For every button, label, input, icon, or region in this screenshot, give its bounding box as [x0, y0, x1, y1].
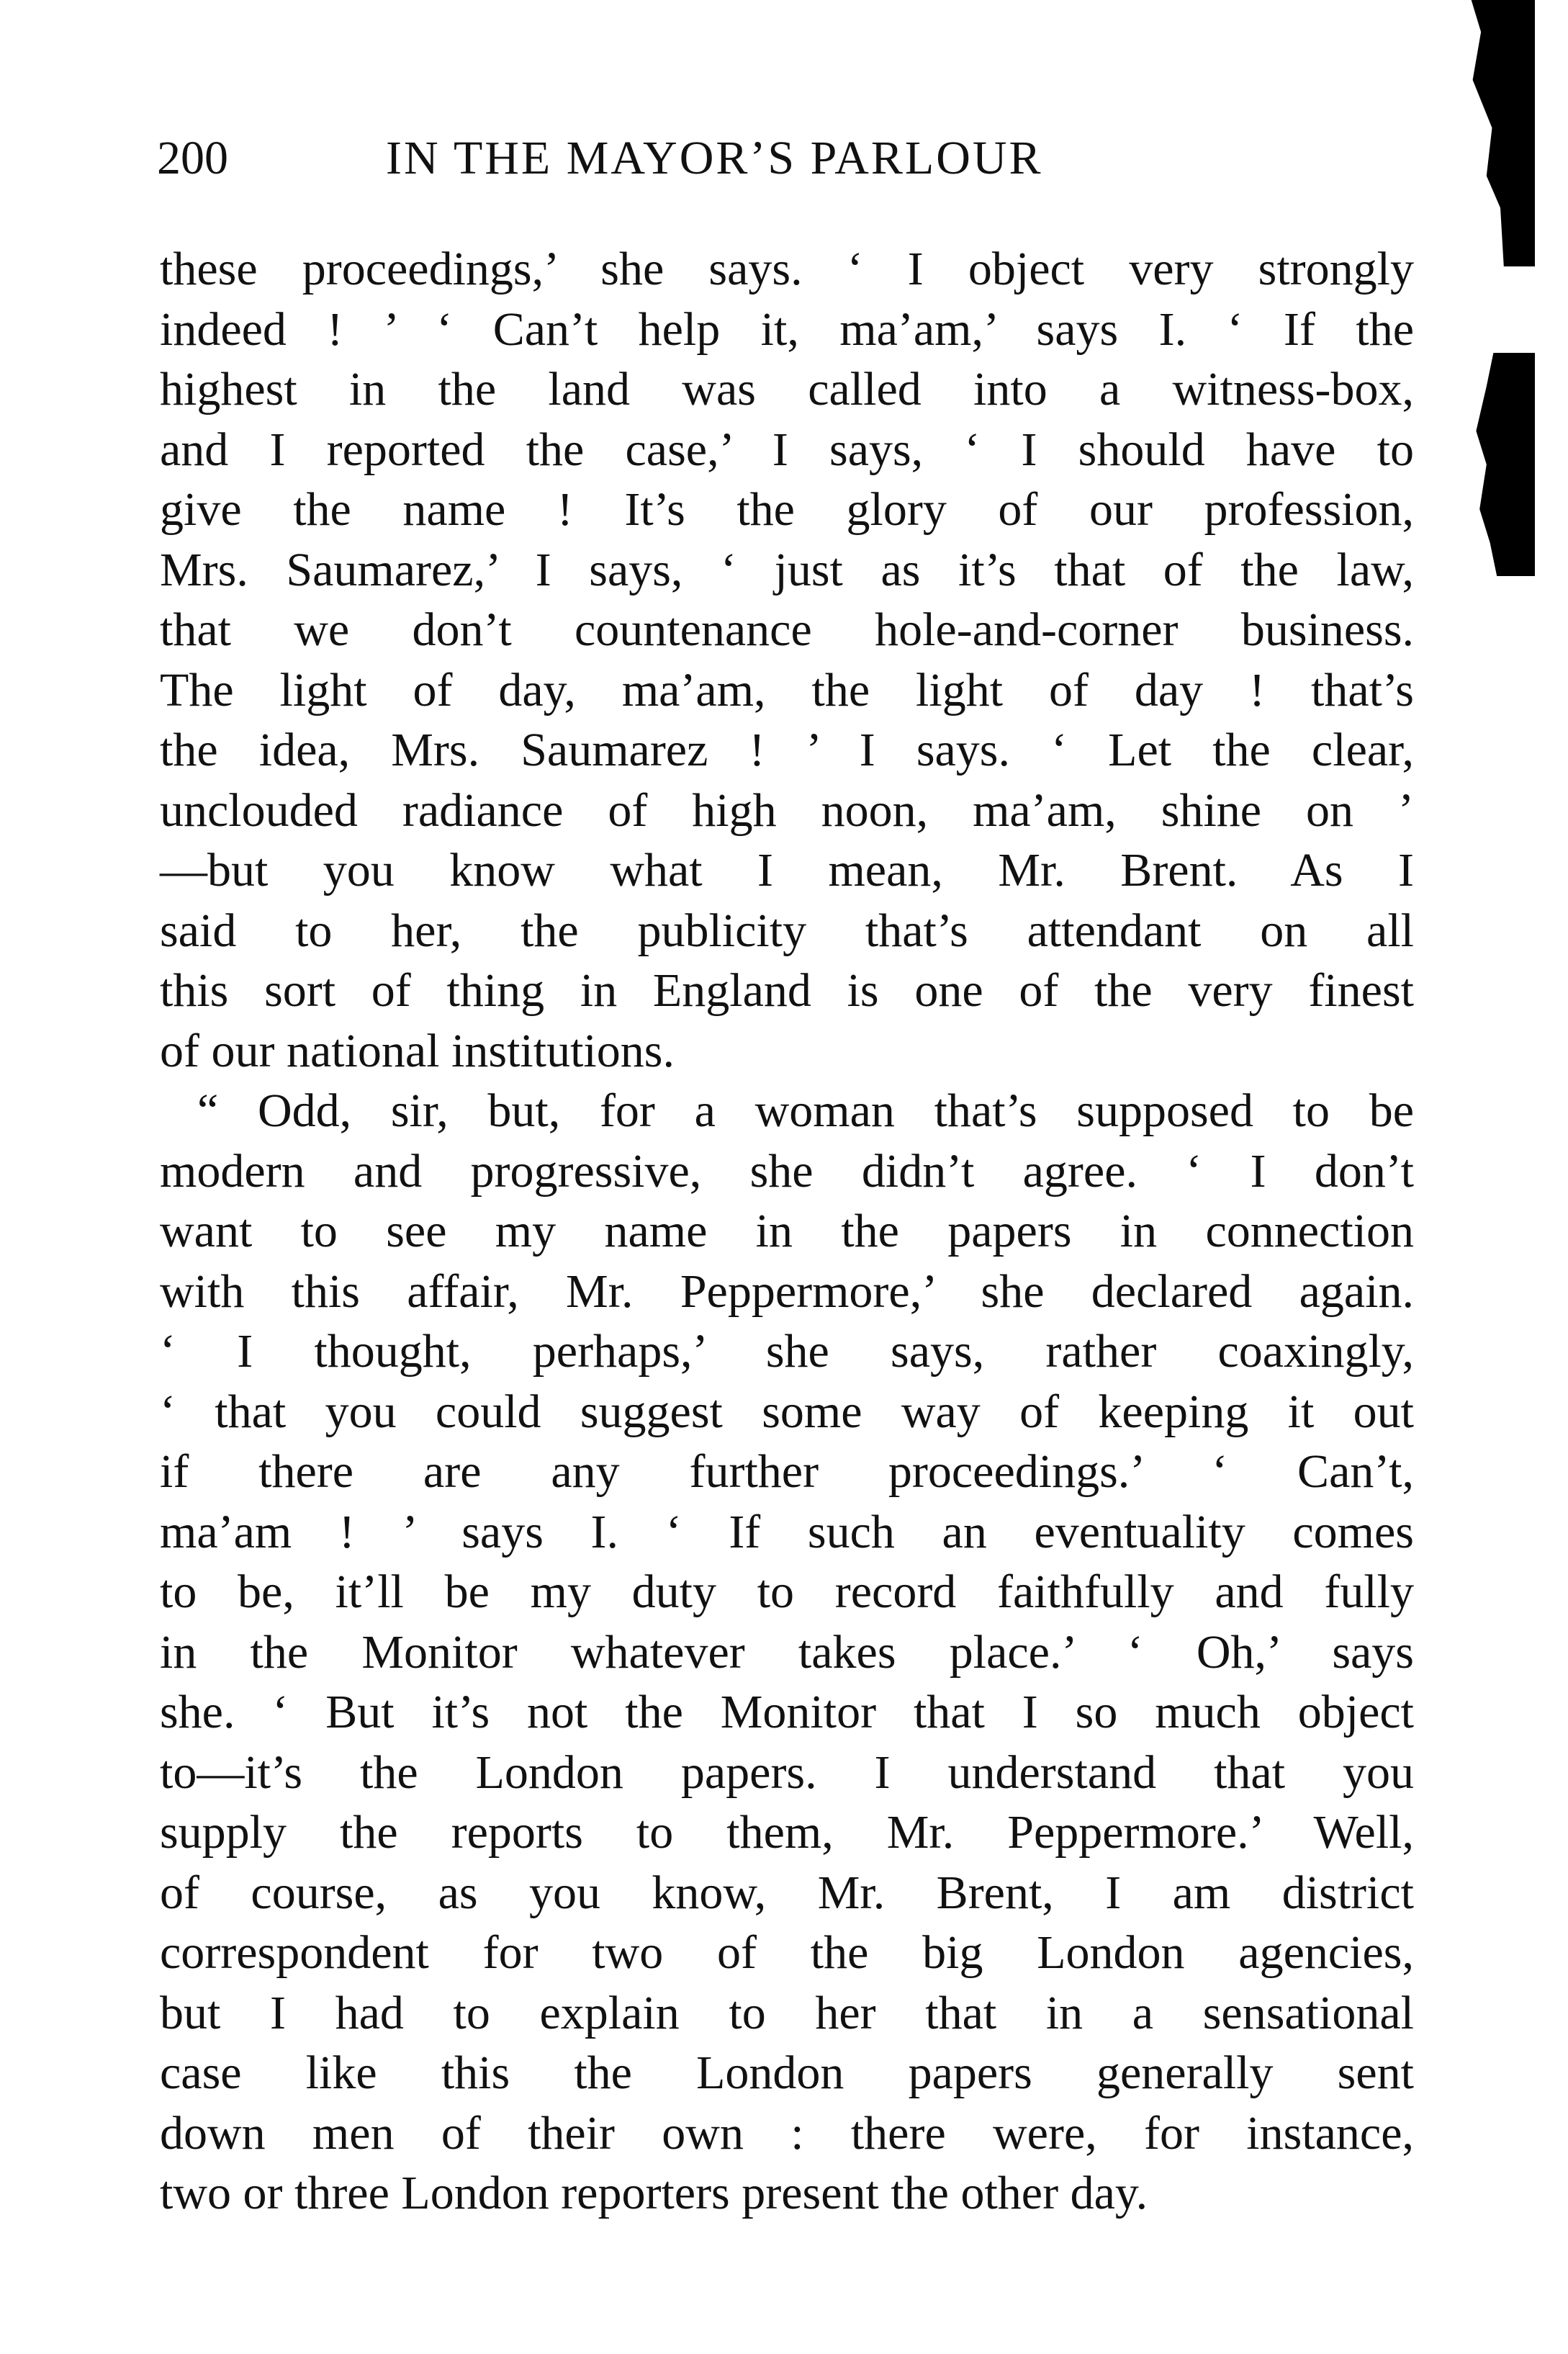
text-line: down men of their own : there were, for instance,: [160, 2106, 1414, 2160]
text-line: Mrs. Saumarez,’ I says, ‘ just as it’s that of the law,: [160, 543, 1414, 596]
text-line: with this affair, Mr. Peppermore,’ she declared again.: [160, 1264, 1414, 1318]
text-line: modern and progressive, she didn’t agree. ‘ I don’t: [160, 1144, 1414, 1198]
text-line: that we don’t countenance hole-and-corner business.: [160, 603, 1414, 656]
body-text: [160, 239, 1414, 2224]
text-line: ‘ I thought, perhaps,’ she says, rather coaxingly,: [160, 1325, 1414, 1378]
text-line: supply the reports to them, Mr. Peppermore.’ Well,: [160, 1806, 1414, 1859]
running-head: IN THE MAYOR’S PARLOUR: [386, 132, 1043, 184]
text-line: to be, it’ll be my duty to record faithfully and fully: [160, 1565, 1414, 1618]
text-line: case like this the London papers generally sent: [160, 2047, 1414, 2099]
text-line: these proceedings,’ she says. ‘ I object very strongly: [160, 243, 1414, 295]
text-line: want to see my name in the papers in connection: [160, 1205, 1414, 1257]
scan-edge-mark: [1466, 353, 1535, 576]
text-line: said to her, the publicity that’s attendant on all: [160, 904, 1414, 957]
text-line: highest in the land was called into a witness-box,: [160, 363, 1414, 415]
text-line: two or three London reporters present the other day.: [160, 2167, 1148, 2219]
text-line: of course, as you know, Mr. Brent, I am district: [160, 1866, 1414, 1919]
text-line: but I had to explain to her that in a sensational: [160, 1986, 1414, 2039]
page-header: [157, 122, 1424, 194]
page-number: 200: [157, 132, 228, 184]
scan-edge-mark: [1466, 0, 1535, 266]
text-line: to—it’s the London papers. I understand that you: [160, 1746, 1414, 1799]
text-line: The light of day, ma’am, the light of day ! that’s: [160, 663, 1414, 716]
text-line: and I reported the case,’ I says, ‘ I should have to: [160, 423, 1414, 476]
text-line: ma’am ! ’ says I. ‘ If such an eventuality comes: [160, 1505, 1414, 1558]
text-line: unclouded radiance of high noon, ma’am, shine on ’: [160, 783, 1414, 837]
text-line: give the name ! It’s the glory of our profession,: [160, 483, 1414, 536]
text-line: she. ‘ But it’s not the Monitor that I so much object: [160, 1686, 1414, 1738]
text-line: “ Odd, sir, but, for a woman that’s supposed to be: [197, 1084, 1414, 1137]
text-line: this sort of thing in England is one of the very finest: [160, 964, 1414, 1017]
text-line: correspondent for two of the big London agencies,: [160, 1926, 1414, 1979]
text-line: —but you know what I mean, Mr. Brent. As I: [160, 844, 1414, 897]
text-line: ‘ that you could suggest some way of keeping it out: [160, 1385, 1414, 1438]
text-line: if there are any further proceedings.’ ‘ Can’t,: [160, 1445, 1414, 1498]
text-line: of our national institutions.: [160, 1024, 675, 1077]
text-line: the idea, Mrs. Saumarez ! ’ I says. ‘ Let the clear,: [160, 724, 1414, 776]
text-line: in the Monitor whatever takes place.’ ‘ Oh,’ says: [160, 1625, 1414, 1679]
text-line: indeed ! ’ ‘ Can’t help it, ma’am,’ says I. ‘ If the: [160, 302, 1414, 356]
